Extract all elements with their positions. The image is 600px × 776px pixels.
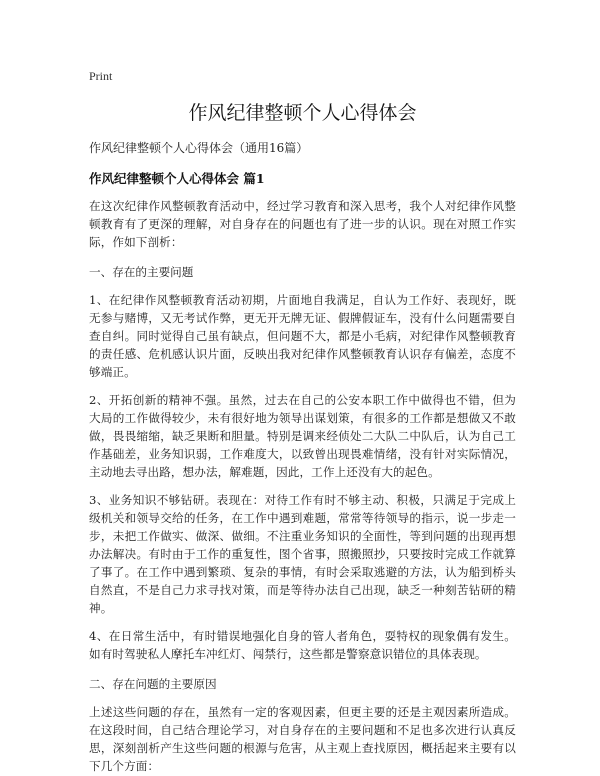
problem-paragraph-3: 3、业务知识不够钻研。表现在：对待工作有时不够主动、积极，只满足于完成上级机关和领导交给的任务，在工作中遇到难题，常常等待领导的指示，说一步走一步，未把工作做实、做深、做细。不注重业务知识的全面性，等到问题的出现再想办法解决。有时由于工作的重复性，图个省事，照搬照抄，只要按时完成工作就算了事了。在工作中遇到繁琐、复杂的事情，有时会采取逃避的方法，认为船到桥头自然直，不是自己力求寻找对策，而是等待办法自己出现，缺乏一种刻苦钻研的精神。 <box>89 493 516 615</box>
problem-paragraph-2: 2、开拓创新的精神不强。虽然，过去在自己的公安本职工作中做得也不错，但为大局的工作做得较少，未有很好地为领导出谋划策，有很多的工作都是想做又不敢做，畏畏缩缩，缺乏果断和胆量。特别是调来经侦处二大队二中队后，认为自己工作基础差，业务知识弱，工作难度大，以致曾出现畏难情绪，没有针对实际情况，主动地去寻出路，想办法，解难题，因此，工作上还没有大的起色。 <box>89 393 516 479</box>
document-title: 作风纪律整顿个人心得体会 <box>188 102 417 124</box>
causes-paragraph: 上述这些问题的存在，虽然有一定的客观因素，但更主要的还是主观因素所造成。在这段时间，自己结合理论学习，对自身存在的主要问题和不足也多次进行认真反思，深刻剖析产生这些问题的根源与危害，从主观上查找原因，概括起来主要有以下几个方面： <box>89 705 516 773</box>
intro-paragraph: 在这次纪律作风整顿教育活动中，经过学习教育和深入思考，我个人对纪律作风整顿教育有了更深的理解，对自身存在的问题也有了进一步的认识。现在对照工作实际，作如下剖析： <box>89 199 516 249</box>
print-label[interactable]: Print <box>89 69 113 83</box>
problem-paragraph-4: 4、在日常生活中，有时错误地强化自身的管人者角色，耍特权的现象偶有发生。如有时驾驶私人摩托车冲红灯、闯禁行，这些都是警察意识错位的具体表现。 <box>89 629 516 661</box>
heading-main-problems: 一、存在的主要问题 <box>89 265 194 279</box>
problem-paragraph-1: 1、在纪律作风整顿教育活动初期，片面地自我满足，自认为工作好、表现好，既无参与赌博，又无考试作弊，更无开无牌无证、假牌假证车，没有什么问题需要自查自纠。同时觉得自己虽有缺点，但问题不大，都是小毛病，对纪律作风整顿教育的责任感、危机感认识片面，反映出我对纪律作风整顿教育认识存有偏差，态度不够端正。 <box>89 293 516 379</box>
document-subtitle: 作风纪律整顿个人心得体会（通用16篇） <box>89 141 309 155</box>
heading-main-causes: 二、存在问题的主要原因 <box>89 677 217 691</box>
section-title: 作风纪律整顿个人心得体会 篇1 <box>89 171 265 186</box>
